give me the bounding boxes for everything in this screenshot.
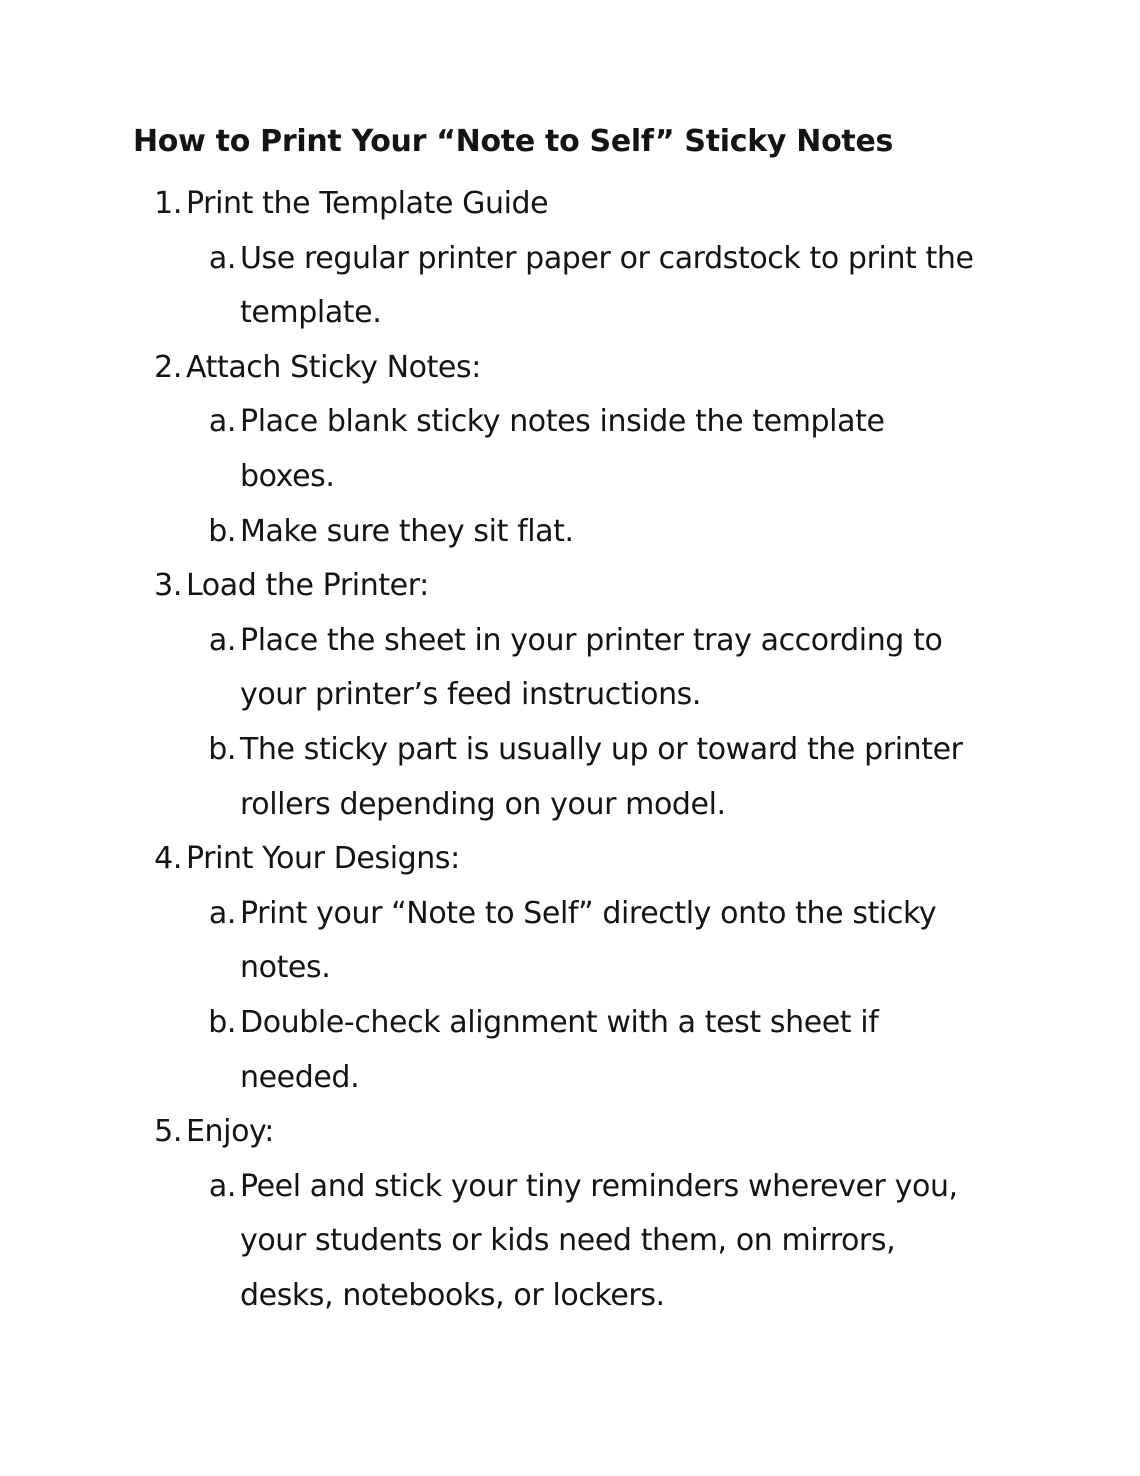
step-number: 5. xyxy=(154,1114,182,1150)
step-heading xyxy=(0,1105,1140,1160)
substep-line xyxy=(0,778,1140,833)
substep-line xyxy=(0,232,1140,287)
substep-letter: b. xyxy=(208,1004,236,1040)
substep-text: needed. xyxy=(240,1059,360,1095)
step-item xyxy=(0,559,1140,832)
substep-line xyxy=(0,614,1140,669)
substep-letter: a. xyxy=(208,1168,236,1204)
substep-line xyxy=(0,723,1140,778)
step-number: 4. xyxy=(154,841,182,877)
step-heading xyxy=(0,559,1140,614)
step-heading xyxy=(0,341,1140,396)
substep-line xyxy=(0,1160,1140,1215)
substep-line xyxy=(0,941,1140,996)
substeps-list xyxy=(0,232,1140,341)
substep-letter: b. xyxy=(208,731,236,767)
substep-line xyxy=(0,286,1140,341)
substep-letter: a. xyxy=(208,622,236,658)
step-number: 3. xyxy=(154,568,182,604)
substep-text: Print your “Note to Self” directly onto the sticky xyxy=(240,895,937,931)
substep-line xyxy=(0,996,1140,1051)
substep-text: Make sure they sit flat. xyxy=(240,513,574,549)
substep-letter: a. xyxy=(208,404,236,440)
substep-text: notes. xyxy=(240,950,331,986)
substep-line xyxy=(0,668,1140,723)
substep-text: Peel and stick your tiny reminders wherever you, xyxy=(240,1168,958,1204)
substep-letter: b. xyxy=(208,513,236,549)
step-label: Print Your Designs: xyxy=(186,841,460,877)
substep-item xyxy=(0,887,1140,996)
substep-text: template. xyxy=(240,295,382,331)
substeps-list xyxy=(0,887,1140,1105)
substep-line xyxy=(0,450,1140,505)
substep-item xyxy=(0,614,1140,723)
substep-text: Place blank sticky notes inside the template xyxy=(240,404,885,440)
substep-letter: a. xyxy=(208,895,236,931)
steps-list xyxy=(0,177,1140,1323)
substep-item xyxy=(0,505,1140,560)
step-heading xyxy=(0,832,1140,887)
substep-item xyxy=(0,723,1140,832)
substep-item xyxy=(0,1160,1140,1324)
step-label: Load the Printer: xyxy=(186,568,429,604)
substep-line xyxy=(0,1051,1140,1106)
substep-text: Double-check alignment with a test sheet if xyxy=(240,1004,879,1040)
step-item xyxy=(0,177,1140,341)
substep-line xyxy=(0,887,1140,942)
step-label: Enjoy: xyxy=(186,1114,274,1150)
step-item xyxy=(0,341,1140,559)
substep-text: your students or kids need them, on mirrors, xyxy=(240,1223,896,1259)
step-item xyxy=(0,832,1140,1105)
substep-text: desks, notebooks, or lockers. xyxy=(240,1277,665,1313)
substep-text: Use regular printer paper or cardstock to print the xyxy=(240,240,974,276)
substep-text: boxes. xyxy=(240,458,335,494)
substep-line xyxy=(0,1269,1140,1324)
substep-text: The sticky part is usually up or toward the printer xyxy=(240,731,963,767)
substep-line xyxy=(0,1214,1140,1269)
substeps-list xyxy=(0,1160,1140,1324)
substeps-list xyxy=(0,395,1140,559)
substep-item xyxy=(0,395,1140,504)
substep-text: Place the sheet in your printer tray according to xyxy=(240,622,943,658)
step-label: Attach Sticky Notes: xyxy=(186,349,481,385)
step-label: Print the Template Guide xyxy=(186,186,549,221)
substep-line xyxy=(0,505,1140,560)
substep-text: your printer’s feed instructions. xyxy=(240,677,702,713)
substep-letter: a. xyxy=(208,240,236,276)
substep-line xyxy=(0,395,1140,450)
substep-item xyxy=(0,232,1140,341)
substeps-list xyxy=(0,614,1140,832)
step-item xyxy=(0,1105,1140,1323)
document-title: How to Print Your “Note to Self” Sticky Notes xyxy=(133,124,894,159)
substep-text: rollers depending on your model. xyxy=(240,786,726,822)
step-number: 2. xyxy=(154,349,182,385)
substep-item xyxy=(0,996,1140,1105)
step-number: 1. xyxy=(154,186,182,221)
step-heading xyxy=(0,177,1140,232)
